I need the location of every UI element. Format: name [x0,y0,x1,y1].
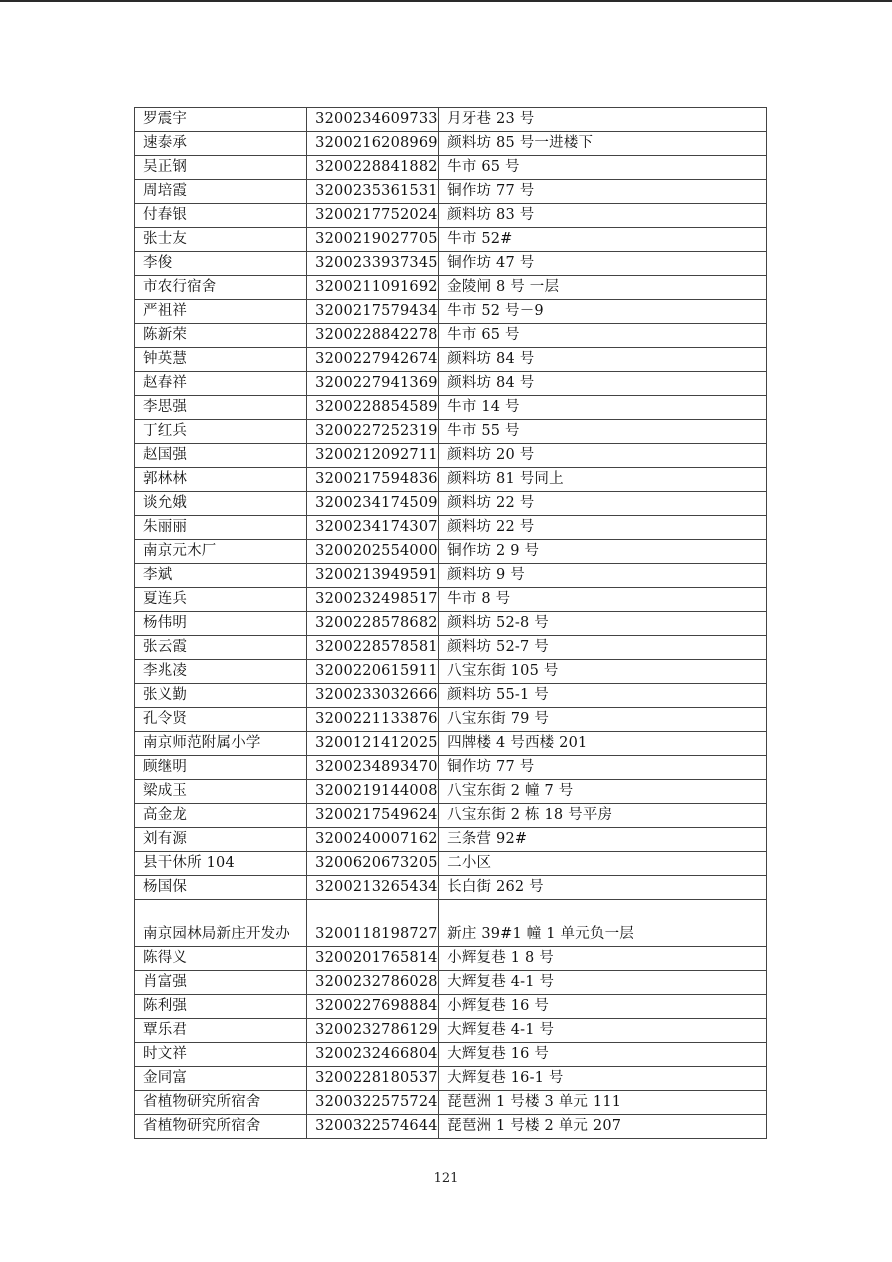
address-cell: 颜料坊 84 号 [439,372,767,396]
address-cell: 牛市 55 号 [439,420,767,444]
name-cell: 李俊 [135,252,307,276]
account-number-cell: 3200219144008 [307,780,439,804]
address-cell: 牛市 8 号 [439,588,767,612]
name-cell: 时文祥 [135,1043,307,1067]
table-row [135,204,767,228]
address-cell: 牛市 52# [439,228,767,252]
name-cell: 顾继明 [135,756,307,780]
table-row [135,612,767,636]
name-cell: 南京师范附属小学 [135,732,307,756]
account-number-cell: 3200234174509 [307,492,439,516]
table-row [135,660,767,684]
address-cell: 八宝东街 2 幢 7 号 [439,780,767,804]
account-number-cell: 3200227942674 [307,348,439,372]
account-number-cell: 3200221133876 [307,708,439,732]
address-cell: 三条营 92# [439,828,767,852]
account-number-cell: 3200217594836 [307,468,439,492]
address-cell: 大辉复巷 16 号 [439,1043,767,1067]
address-cell: 长白街 262 号 [439,876,767,900]
address-cell: 牛市 14 号 [439,396,767,420]
table-row [135,492,767,516]
account-number-cell: 3200216208969 [307,132,439,156]
account-number-cell: 3200220615911 [307,660,439,684]
table-row [135,132,767,156]
account-number-cell: 3200217549624 [307,804,439,828]
name-cell: 付春银 [135,204,307,228]
name-cell: 赵春祥 [135,372,307,396]
name-cell: 张云霞 [135,636,307,660]
account-number-cell: 3200213949591 [307,564,439,588]
account-number-cell: 3200233032666 [307,684,439,708]
account-number-cell: 3200240007162 [307,828,439,852]
name-cell: 金同富 [135,1067,307,1091]
account-number-cell: 3200234609733 [307,108,439,132]
account-number-cell: 3200228842278 [307,324,439,348]
account-number-cell: 3200217579434 [307,300,439,324]
account-number-cell: 3200232498517 [307,588,439,612]
name-cell: 李兆凌 [135,660,307,684]
account-number-cell: 3200118198727 [307,900,439,947]
account-number-cell: 3200212092711 [307,444,439,468]
table-row [135,108,767,132]
account-number-cell: 3200213265434 [307,876,439,900]
name-cell: 夏连兵 [135,588,307,612]
name-cell: 杨伟明 [135,612,307,636]
address-cell: 牛市 52 号－9 [439,300,767,324]
account-number-cell: 3200234174307 [307,516,439,540]
address-cell: 大辉复巷 16-1 号 [439,1067,767,1091]
account-number-cell: 3200228578682 [307,612,439,636]
name-cell: 周培霞 [135,180,307,204]
account-number-cell: 3200322574644 [307,1115,439,1139]
account-number-cell: 3200322575724 [307,1091,439,1115]
address-cell: 颜料坊 85 号一进楼下 [439,132,767,156]
name-cell: 省植物研究所宿舍 [135,1115,307,1139]
table-row [135,156,767,180]
table-row [135,468,767,492]
account-number-cell: 3200227252319 [307,420,439,444]
address-cell: 颜料坊 83 号 [439,204,767,228]
table-row [135,1115,767,1139]
address-cell: 颜料坊 20 号 [439,444,767,468]
table-row [135,324,767,348]
table-row [135,947,767,971]
name-cell: 李思强 [135,396,307,420]
table-row [135,636,767,660]
name-cell: 陈得义 [135,947,307,971]
name-cell: 高金龙 [135,804,307,828]
address-cell: 琵琶洲 1 号楼 3 单元 111 [439,1091,767,1115]
address-cell: 金陵闸 8 号 一层 [439,276,767,300]
address-cell: 铜作坊 77 号 [439,756,767,780]
table-row [135,420,767,444]
account-number-cell: 3200228854589 [307,396,439,420]
name-cell: 速泰承 [135,132,307,156]
address-cell: 颜料坊 52-7 号 [439,636,767,660]
name-cell: 刘有源 [135,828,307,852]
table-row [135,564,767,588]
table-row [135,756,767,780]
address-cell: 颜料坊 22 号 [439,516,767,540]
address-cell: 铜作坊 77 号 [439,180,767,204]
table-row [135,971,767,995]
name-cell: 严祖祥 [135,300,307,324]
name-cell: 南京园林局新庄开发办 [135,900,307,947]
name-cell: 吴正钢 [135,156,307,180]
name-cell: 谈允娥 [135,492,307,516]
account-number-cell: 3200234893470 [307,756,439,780]
address-cell: 颜料坊 22 号 [439,492,767,516]
name-cell: 丁红兵 [135,420,307,444]
table-row [135,516,767,540]
table-row [135,1043,767,1067]
account-number-cell: 3200228180537 [307,1067,439,1091]
table-row [135,540,767,564]
table-row [135,852,767,876]
table-row [135,1019,767,1043]
address-cell: 小辉复巷 1 8 号 [439,947,767,971]
address-cell: 大辉复巷 4-1 号 [439,1019,767,1043]
account-number-cell: 3200228578581 [307,636,439,660]
account-number-cell: 3200227941369 [307,372,439,396]
table-row [135,348,767,372]
name-cell: 省植物研究所宿舍 [135,1091,307,1115]
name-cell: 肖富强 [135,971,307,995]
table-row [135,780,767,804]
account-number-cell: 3200235361531 [307,180,439,204]
account-number-cell: 3200232786028 [307,971,439,995]
table-body [135,108,767,1139]
table-row [135,708,767,732]
table-row [135,804,767,828]
name-cell: 县干休所 104 [135,852,307,876]
address-cell: 八宝东街 79 号 [439,708,767,732]
table-row [135,444,767,468]
address-cell: 颜料坊 55-1 号 [439,684,767,708]
name-cell: 朱丽丽 [135,516,307,540]
address-cell: 二小区 [439,852,767,876]
address-cell: 牛市 65 号 [439,156,767,180]
account-number-cell: 3200121412025 [307,732,439,756]
address-cell: 琵琶洲 1 号楼 2 单元 207 [439,1115,767,1139]
name-cell: 张义勤 [135,684,307,708]
address-cell: 铜作坊 47 号 [439,252,767,276]
table-row [135,228,767,252]
table-row [135,1067,767,1091]
table-row [135,828,767,852]
name-cell: 南京元木厂 [135,540,307,564]
account-number-cell: 3200227698884 [307,995,439,1019]
name-cell: 覃乐君 [135,1019,307,1043]
table-row [135,372,767,396]
address-register-table [134,107,767,1139]
page-top-border [0,0,892,2]
name-cell: 张士友 [135,228,307,252]
table-row [135,995,767,1019]
table-row [135,396,767,420]
address-cell: 新庄 39#1 幢 1 单元负一层 [439,900,767,947]
table-row [135,684,767,708]
address-cell: 颜料坊 84 号 [439,348,767,372]
address-cell: 四牌楼 4 号西楼 201 [439,732,767,756]
name-cell: 杨国保 [135,876,307,900]
name-cell: 罗震宇 [135,108,307,132]
page-number: 121 [433,1171,459,1186]
name-cell: 孔令贤 [135,708,307,732]
address-cell: 颜料坊 9 号 [439,564,767,588]
name-cell: 李斌 [135,564,307,588]
account-number-cell: 3200232466804 [307,1043,439,1067]
table-row [135,732,767,756]
account-number-cell: 3200202554000 [307,540,439,564]
name-cell: 梁成玉 [135,780,307,804]
table-row [135,300,767,324]
account-number-cell: 3200201765814 [307,947,439,971]
name-cell: 赵国强 [135,444,307,468]
address-cell: 小辉复巷 16 号 [439,995,767,1019]
address-cell: 颜料坊 81 号同上 [439,468,767,492]
address-cell: 八宝东街 105 号 [439,660,767,684]
name-cell: 郭林林 [135,468,307,492]
address-cell: 铜作坊 2 9 号 [439,540,767,564]
account-number-cell: 3200620673205 [307,852,439,876]
account-number-cell: 3200217752024 [307,204,439,228]
name-cell: 钟英慧 [135,348,307,372]
account-number-cell: 3200211091692 [307,276,439,300]
account-number-cell: 3200228841882 [307,156,439,180]
account-number-cell: 3200219027705 [307,228,439,252]
name-cell: 陈新荣 [135,324,307,348]
account-number-cell: 3200233937345 [307,252,439,276]
name-cell: 陈利强 [135,995,307,1019]
address-cell: 月牙巷 23 号 [439,108,767,132]
table-row [135,180,767,204]
address-cell: 大辉复巷 4-1 号 [439,971,767,995]
table-row [135,276,767,300]
table-row [135,900,767,947]
account-number-cell: 3200232786129 [307,1019,439,1043]
table-row [135,588,767,612]
table-row [135,876,767,900]
address-cell: 颜料坊 52-8 号 [439,612,767,636]
address-cell: 八宝东街 2 栋 18 号平房 [439,804,767,828]
address-cell: 牛市 65 号 [439,324,767,348]
table-row [135,252,767,276]
name-cell: 市农行宿舍 [135,276,307,300]
table-row [135,1091,767,1115]
